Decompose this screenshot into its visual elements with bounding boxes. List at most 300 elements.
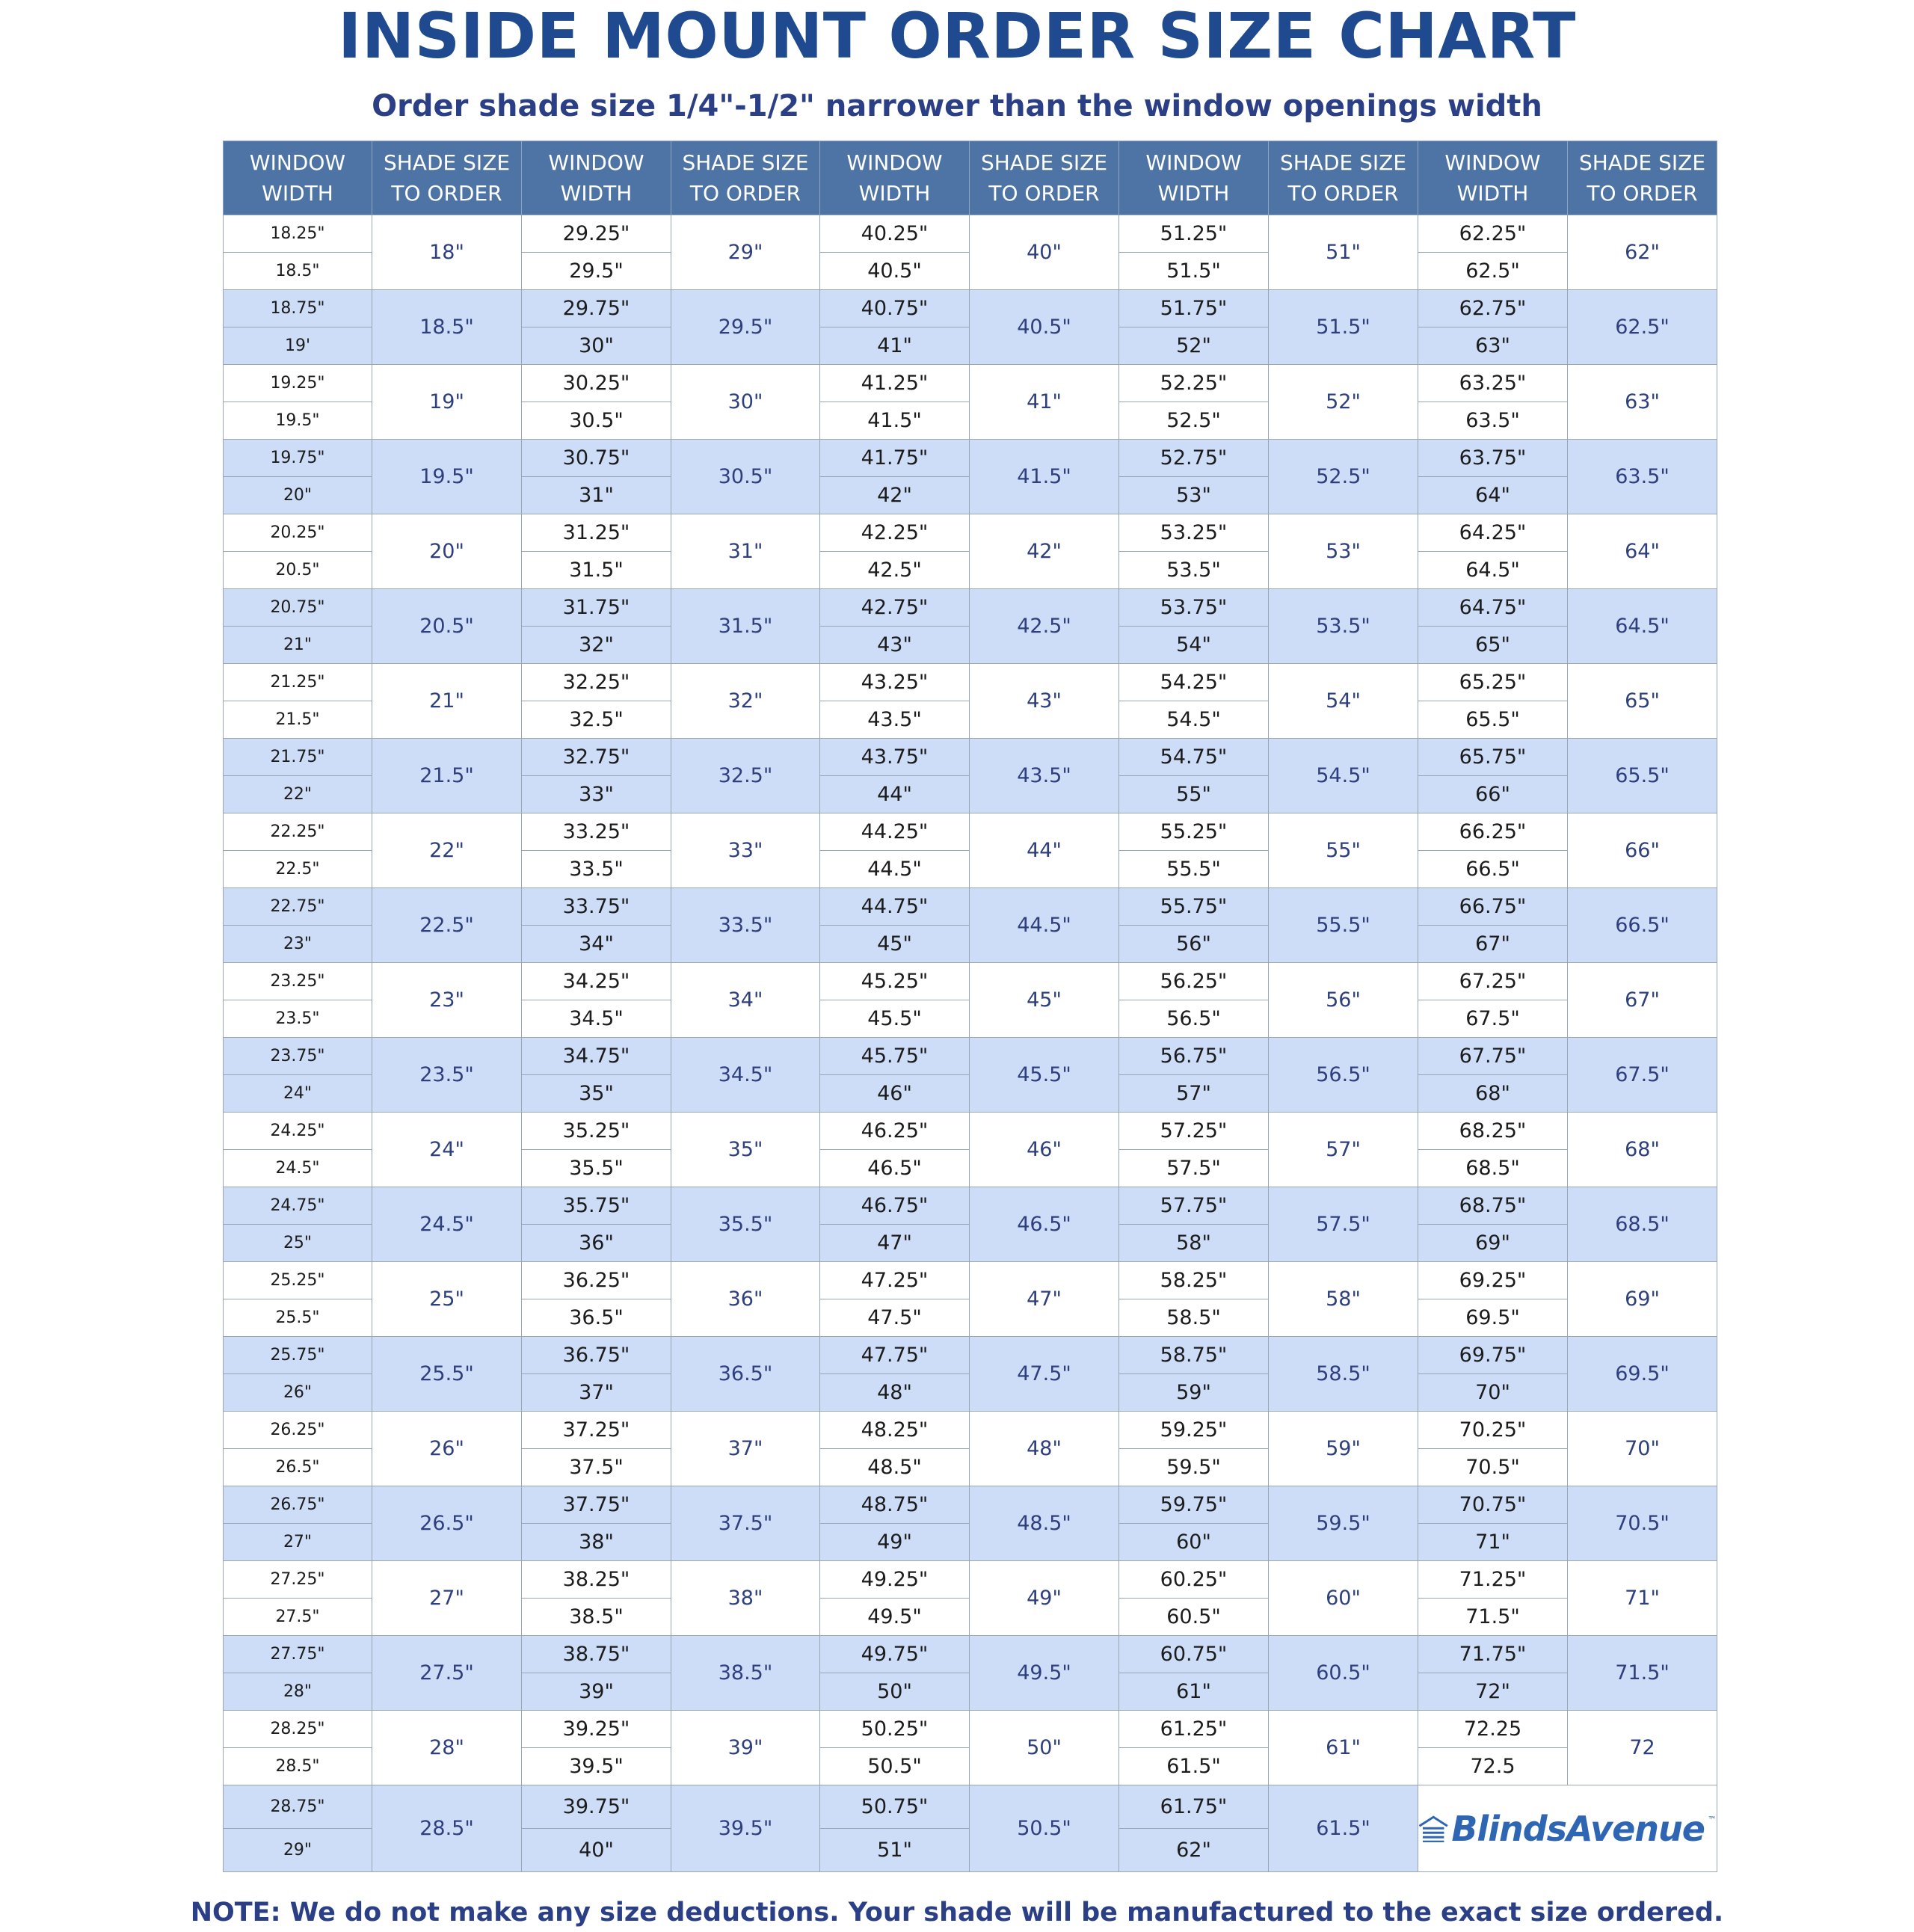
window-width-cell: 24": [224, 1075, 372, 1113]
window-width-cell: 61.75": [1119, 1785, 1269, 1829]
window-width-cell: 22": [224, 776, 372, 813]
shade-size-cell: 58.5": [1269, 1337, 1418, 1412]
window-width-cell: 57.75": [1119, 1187, 1269, 1225]
window-width-cell: 60.25": [1119, 1561, 1269, 1599]
table-row: [224, 365, 1717, 402]
window-width-cell: 38.75": [522, 1636, 671, 1673]
header-line-bottom: WIDTH: [1157, 181, 1230, 206]
window-width-cell: 50.75": [820, 1785, 970, 1829]
shade-size-cell: 66.5": [1568, 888, 1717, 963]
window-width-cell: 46.25": [820, 1113, 970, 1150]
header-line-bottom: WIDTH: [1456, 181, 1529, 206]
shade-size-cell: 41": [970, 365, 1119, 440]
window-width-cell: 27.5": [224, 1599, 372, 1636]
shade-size-cell: 36": [671, 1262, 820, 1337]
shade-size-cell: 50": [970, 1711, 1119, 1785]
table-row: [224, 290, 1717, 327]
shade-size-cell: 52.5": [1269, 440, 1418, 514]
window-width-cell: 57.25": [1119, 1113, 1269, 1150]
shade-size-cell: 26.5": [372, 1486, 522, 1561]
window-width-cell: 28.75": [224, 1785, 372, 1829]
header-line-top: SHADE SIZE: [383, 150, 511, 175]
house-roof-icon: [1418, 1810, 1448, 1848]
shade-size-cell: 32": [671, 664, 820, 739]
window-width-cell: 39.75": [522, 1785, 671, 1829]
window-width-cell: 56.25": [1119, 963, 1269, 1000]
window-width-cell: 51.75": [1119, 290, 1269, 327]
shade-size-header: [671, 141, 820, 215]
window-width-cell: 58.25": [1119, 1262, 1269, 1299]
shade-size-cell: 21": [372, 664, 522, 739]
window-width-cell: 37.25": [522, 1412, 671, 1449]
window-width-cell: 49.25": [820, 1561, 970, 1599]
table-row: [224, 1262, 1717, 1299]
window-width-cell: 22.5": [224, 851, 372, 888]
header-line-bottom: WIDTH: [560, 181, 633, 206]
shade-size-cell: 51": [1269, 215, 1418, 290]
window-width-cell: 52.5": [1119, 402, 1269, 440]
window-width-cell: 52": [1119, 327, 1269, 365]
window-width-cell: 42.75": [820, 589, 970, 627]
window-width-cell: 58": [1119, 1225, 1269, 1262]
shade-size-cell: 42.5": [970, 589, 1119, 664]
shade-size-cell: 72: [1568, 1711, 1717, 1785]
table-row: [224, 739, 1717, 776]
window-width-cell: 72": [1418, 1673, 1568, 1711]
window-width-cell: 44.25": [820, 813, 970, 851]
window-width-cell: 70": [1418, 1374, 1568, 1412]
window-width-cell: 29": [224, 1829, 372, 1872]
window-width-cell: 25.5": [224, 1299, 372, 1337]
window-width-cell: 42.5": [820, 552, 970, 589]
window-width-cell: 67.25": [1418, 963, 1568, 1000]
shade-size-cell: 49.5": [970, 1636, 1119, 1711]
size-chart: [223, 141, 1717, 1872]
window-width-cell: 24.25": [224, 1113, 372, 1150]
window-width-cell: 28.5": [224, 1748, 372, 1785]
window-width-cell: 30.5": [522, 402, 671, 440]
shade-size-cell: 43.5": [970, 739, 1119, 813]
window-width-cell: 60.5": [1119, 1599, 1269, 1636]
window-width-cell: 37.75": [522, 1486, 671, 1524]
window-width-cell: 57.5": [1119, 1150, 1269, 1187]
header-line-top: SHADE SIZE: [682, 150, 809, 175]
window-width-cell: 18.5": [224, 253, 372, 290]
shade-size-cell: 33": [671, 813, 820, 888]
window-width-cell: 20": [224, 477, 372, 514]
shade-size-cell: 55": [1269, 813, 1418, 888]
shade-size-cell: 53.5": [1269, 589, 1418, 664]
window-width-cell: 27.25": [224, 1561, 372, 1599]
shade-size-cell: 24": [372, 1113, 522, 1187]
shade-size-cell: 35.5": [671, 1187, 820, 1262]
table-row: [224, 888, 1717, 926]
window-width-cell: 28": [224, 1673, 372, 1711]
window-width-cell: 62.75": [1418, 290, 1568, 327]
shade-size-cell: 29": [671, 215, 820, 290]
shade-size-cell: 67.5": [1568, 1038, 1717, 1113]
window-width-cell: 38.25": [522, 1561, 671, 1599]
window-width-cell: 30.25": [522, 365, 671, 402]
shade-size-cell: 48.5": [970, 1486, 1119, 1561]
shade-size-cell: 70": [1568, 1412, 1717, 1486]
window-width-cell: 66.75": [1418, 888, 1568, 926]
shade-size-cell: 23.5": [372, 1038, 522, 1113]
window-width-cell: 42": [820, 477, 970, 514]
window-width-cell: 59.75": [1119, 1486, 1269, 1524]
window-width-cell: 50.25": [820, 1711, 970, 1748]
window-width-cell: 58.75": [1119, 1337, 1269, 1374]
logo-text: BlindsAvenue: [1451, 1808, 1705, 1849]
shade-size-cell: 25": [372, 1262, 522, 1337]
shade-size-cell: 23": [372, 963, 522, 1038]
window-width-cell: 22.25": [224, 813, 372, 851]
shade-size-cell: 60.5": [1269, 1636, 1418, 1711]
window-width-cell: 32": [522, 627, 671, 664]
shade-size-cell: 46.5": [970, 1187, 1119, 1262]
shade-size-cell: 21.5": [372, 739, 522, 813]
brand-logo: [1418, 1785, 1717, 1872]
window-width-cell: 70.25": [1418, 1412, 1568, 1449]
shade-size-cell: 30.5": [671, 440, 820, 514]
table-row: [224, 1785, 1717, 1829]
table-row: [224, 963, 1717, 1000]
window-width-cell: 56.75": [1119, 1038, 1269, 1075]
shade-size-cell: 37.5": [671, 1486, 820, 1561]
window-width-cell: 69.25": [1418, 1262, 1568, 1299]
window-width-cell: 33.5": [522, 851, 671, 888]
shade-size-cell: 71": [1568, 1561, 1717, 1636]
shade-size-cell: 34.5": [671, 1038, 820, 1113]
window-width-cell: 62": [1119, 1829, 1269, 1872]
shade-size-cell: 19": [372, 365, 522, 440]
window-width-cell: 22.75": [224, 888, 372, 926]
window-width-cell: 66.5": [1418, 851, 1568, 888]
shade-size-cell: 60": [1269, 1561, 1418, 1636]
window-width-header: [820, 141, 970, 215]
shade-size-cell: 27": [372, 1561, 522, 1636]
header-line-bottom: WIDTH: [262, 181, 333, 206]
window-width-cell: 31.75": [522, 589, 671, 627]
shade-size-cell: 31": [671, 514, 820, 589]
window-width-cell: 71.25": [1418, 1561, 1568, 1599]
table-row: [224, 813, 1717, 851]
shade-size-cell: 41.5": [970, 440, 1119, 514]
header-line-bottom: TO ORDER: [988, 181, 1100, 206]
window-width-cell: 63.25": [1418, 365, 1568, 402]
window-width-cell: 46.75": [820, 1187, 970, 1225]
window-width-cell: 45.5": [820, 1000, 970, 1038]
shade-size-cell: 39": [671, 1711, 820, 1785]
shade-size-cell: 38": [671, 1561, 820, 1636]
window-width-cell: 58.5": [1119, 1299, 1269, 1337]
window-width-cell: 30.75": [522, 440, 671, 477]
window-width-cell: 52.25": [1119, 365, 1269, 402]
shade-size-cell: 58": [1269, 1262, 1418, 1337]
shade-size-cell: 29.5": [671, 290, 820, 365]
window-width-cell: 41.5": [820, 402, 970, 440]
window-width-cell: 23.5": [224, 1000, 372, 1038]
window-width-cell: 26.5": [224, 1449, 372, 1486]
window-width-cell: 70.75": [1418, 1486, 1568, 1524]
shade-size-cell: 62.5": [1568, 290, 1717, 365]
table-row: [224, 1636, 1717, 1673]
window-width-cell: 42.25": [820, 514, 970, 552]
window-width-cell: 19': [224, 327, 372, 365]
window-width-cell: 47.75": [820, 1337, 970, 1374]
shade-size-cell: 70.5": [1568, 1486, 1717, 1561]
table-row: [224, 589, 1717, 627]
window-width-cell: 19.5": [224, 402, 372, 440]
window-width-cell: 38": [522, 1524, 671, 1561]
shade-size-cell: 67": [1568, 963, 1717, 1038]
header-row: [224, 141, 1717, 215]
shade-size-cell: 26": [372, 1412, 522, 1486]
shade-size-cell: 46": [970, 1113, 1119, 1187]
window-width-cell: 71": [1418, 1524, 1568, 1561]
window-width-cell: 69.75": [1418, 1337, 1568, 1374]
shade-size-cell: 37": [671, 1412, 820, 1486]
shade-size-cell: 61.5": [1269, 1785, 1418, 1872]
window-width-cell: 68.25": [1418, 1113, 1568, 1150]
window-width-cell: 62.25": [1418, 215, 1568, 253]
window-width-cell: 43.25": [820, 664, 970, 701]
shade-size-cell: 35": [671, 1113, 820, 1187]
window-width-cell: 36": [522, 1225, 671, 1262]
window-width-cell: 63": [1418, 327, 1568, 365]
window-width-cell: 71.5": [1418, 1599, 1568, 1636]
window-width-cell: 49": [820, 1524, 970, 1561]
window-width-cell: 40.75": [820, 290, 970, 327]
shade-size-cell: 24.5": [372, 1187, 522, 1262]
shade-size-cell: 38.5": [671, 1636, 820, 1711]
shade-size-cell: 47.5": [970, 1337, 1119, 1412]
window-width-cell: 32.5": [522, 701, 671, 739]
window-width-cell: 65.75": [1418, 739, 1568, 776]
shade-size-cell: 59.5": [1269, 1486, 1418, 1561]
window-width-cell: 66": [1418, 776, 1568, 813]
window-width-cell: 48.75": [820, 1486, 970, 1524]
window-width-cell: 40": [522, 1829, 671, 1872]
window-width-cell: 69": [1418, 1225, 1568, 1262]
window-width-cell: 26.25": [224, 1412, 372, 1449]
header-line-top: WINDOW: [548, 150, 644, 175]
shade-size-cell: 62": [1568, 215, 1717, 290]
shade-size-cell: 33.5": [671, 888, 820, 963]
shade-size-cell: 57.5": [1269, 1187, 1418, 1262]
window-width-cell: 35.75": [522, 1187, 671, 1225]
window-width-cell: 34.75": [522, 1038, 671, 1075]
window-width-cell: 52.75": [1119, 440, 1269, 477]
shade-size-cell: 49": [970, 1561, 1119, 1636]
shade-size-cell: 71.5": [1568, 1636, 1717, 1711]
window-width-cell: 44.5": [820, 851, 970, 888]
window-width-cell: 49.5": [820, 1599, 970, 1636]
shade-size-cell: 28.5": [372, 1785, 522, 1872]
window-width-cell: 64": [1418, 477, 1568, 514]
shade-size-header: [1568, 141, 1717, 215]
shade-size-cell: 20.5": [372, 589, 522, 664]
shade-size-cell: 48": [970, 1412, 1119, 1486]
table-row: [224, 1337, 1717, 1374]
shade-size-cell: 65": [1568, 664, 1717, 739]
window-width-cell: 48.5": [820, 1449, 970, 1486]
shade-size-cell: 22": [372, 813, 522, 888]
shade-size-cell: 34": [671, 963, 820, 1038]
window-width-cell: 34.25": [522, 963, 671, 1000]
shade-size-cell: 43": [970, 664, 1119, 739]
window-width-cell: 40.5": [820, 253, 970, 290]
window-width-cell: 24.5": [224, 1150, 372, 1187]
window-width-cell: 53.5": [1119, 552, 1269, 589]
window-width-cell: 70.5": [1418, 1449, 1568, 1486]
shade-size-cell: 45.5": [970, 1038, 1119, 1113]
window-width-cell: 33": [522, 776, 671, 813]
window-width-cell: 26.75": [224, 1486, 372, 1524]
window-width-cell: 64.5": [1418, 552, 1568, 589]
window-width-cell: 29.5": [522, 253, 671, 290]
table-row: [224, 215, 1717, 253]
shade-size-header: [1269, 141, 1418, 215]
shade-size-cell: 31.5": [671, 589, 820, 664]
table-body: [224, 215, 1717, 1872]
window-width-cell: 61.5": [1119, 1748, 1269, 1785]
window-width-cell: 33.25": [522, 813, 671, 851]
window-width-cell: 43.5": [820, 701, 970, 739]
window-width-cell: 47": [820, 1225, 970, 1262]
window-width-cell: 61": [1119, 1673, 1269, 1711]
table-row: [224, 1038, 1717, 1075]
shade-size-cell: 47": [970, 1262, 1119, 1337]
window-width-cell: 21.5": [224, 701, 372, 739]
page-subtitle: Order shade size 1/4"-1/2" narrower than the window openings width: [372, 89, 1542, 123]
table-row: [224, 1711, 1717, 1748]
note-text: NOTE: We do not make any size deductions. Your shade will be manufactured to the exact size ordered.: [190, 1898, 1724, 1928]
window-width-cell: 41.25": [820, 365, 970, 402]
window-width-cell: 39.5": [522, 1748, 671, 1785]
window-width-cell: 18.75": [224, 290, 372, 327]
shade-size-cell: 55.5": [1269, 888, 1418, 963]
window-width-cell: 54.25": [1119, 664, 1269, 701]
shade-size-cell: 56": [1269, 963, 1418, 1038]
window-width-cell: 63.75": [1418, 440, 1568, 477]
shade-size-cell: 44.5": [970, 888, 1119, 963]
page-title: INSIDE MOUNT ORDER SIZE CHART: [338, 0, 1576, 73]
shade-size-cell: 64.5": [1568, 589, 1717, 664]
window-width-cell: 21.75": [224, 739, 372, 776]
logo-wrap: [1418, 1809, 1717, 1849]
window-width-cell: 34.5": [522, 1000, 671, 1038]
shade-size-cell: 19.5": [372, 440, 522, 514]
shade-size-cell: 59": [1269, 1412, 1418, 1486]
window-width-cell: 59.25": [1119, 1412, 1269, 1449]
window-width-cell: 36.25": [522, 1262, 671, 1299]
logo-trademark: ™: [1708, 1814, 1717, 1825]
shade-size-cell: 52": [1269, 365, 1418, 440]
shade-size-cell: 56.5": [1269, 1038, 1418, 1113]
shade-size-cell: 57": [1269, 1113, 1418, 1187]
shade-size-cell: 27.5": [372, 1636, 522, 1711]
shade-size-header: [372, 141, 522, 215]
table-row: [224, 1561, 1717, 1599]
window-width-cell: 21.25": [224, 664, 372, 701]
window-width-cell: 38.5": [522, 1599, 671, 1636]
shade-size-cell: 68.5": [1568, 1187, 1717, 1262]
header-line-top: SHADE SIZE: [1279, 150, 1407, 175]
window-width-cell: 39": [522, 1673, 671, 1711]
shade-size-cell: 53": [1269, 514, 1418, 589]
window-width-cell: 61.25": [1119, 1711, 1269, 1748]
shade-size-cell: 22.5": [372, 888, 522, 963]
shade-size-cell: 63": [1568, 365, 1717, 440]
window-width-cell: 24.75": [224, 1187, 372, 1225]
window-width-cell: 40.25": [820, 215, 970, 253]
header-line-bottom: TO ORDER: [391, 181, 502, 206]
window-width-cell: 36.75": [522, 1337, 671, 1374]
header-line-bottom: TO ORDER: [1587, 181, 1698, 206]
window-width-cell: 55": [1119, 776, 1269, 813]
window-width-cell: 57": [1119, 1075, 1269, 1113]
window-width-cell: 34": [522, 926, 671, 963]
window-width-cell: 50.5": [820, 1748, 970, 1785]
window-width-cell: 19.25": [224, 365, 372, 402]
window-width-cell: 21": [224, 627, 372, 664]
table-row: [224, 664, 1717, 701]
window-width-cell: 36.5": [522, 1299, 671, 1337]
window-width-cell: 31": [522, 477, 671, 514]
table-row: [224, 1113, 1717, 1150]
window-width-cell: 56.5": [1119, 1000, 1269, 1038]
window-width-cell: 65.5": [1418, 701, 1568, 739]
shade-size-cell: 28": [372, 1711, 522, 1785]
window-width-cell: 45.75": [820, 1038, 970, 1075]
window-width-cell: 48": [820, 1374, 970, 1412]
window-width-cell: 28.25": [224, 1711, 372, 1748]
header-line-top: WINDOW: [1145, 150, 1242, 175]
window-width-cell: 19.75": [224, 440, 372, 477]
window-width-cell: 54.75": [1119, 739, 1269, 776]
header-line-bottom: TO ORDER: [1287, 181, 1399, 206]
table-row: [224, 1187, 1717, 1225]
window-width-cell: 35": [522, 1075, 671, 1113]
table-row: [224, 440, 1717, 477]
window-width-cell: 44": [820, 776, 970, 813]
window-width-cell: 62.5": [1418, 253, 1568, 290]
window-width-cell: 60": [1119, 1524, 1269, 1561]
window-width-cell: 43.75": [820, 739, 970, 776]
header-line-bottom: WIDTH: [858, 181, 931, 206]
shade-size-cell: 20": [372, 514, 522, 589]
window-width-cell: 32.25": [522, 664, 671, 701]
size-table: [223, 141, 1717, 1872]
window-width-cell: 65.25": [1418, 664, 1568, 701]
window-width-cell: 53.25": [1119, 514, 1269, 552]
window-width-header: [1418, 141, 1568, 215]
window-width-cell: 54.5": [1119, 701, 1269, 739]
window-width-cell: 41": [820, 327, 970, 365]
window-width-cell: 27": [224, 1524, 372, 1561]
window-width-cell: 37.5": [522, 1449, 671, 1486]
window-width-cell: 63.5": [1418, 402, 1568, 440]
header-line-bottom: TO ORDER: [689, 181, 801, 206]
window-width-cell: 37": [522, 1374, 671, 1412]
window-width-cell: 67": [1418, 926, 1568, 963]
shade-size-cell: 44": [970, 813, 1119, 888]
window-width-cell: 69.5": [1418, 1299, 1568, 1337]
window-width-cell: 66.25": [1418, 813, 1568, 851]
shade-size-cell: 66": [1568, 813, 1717, 888]
window-width-cell: 23.75": [224, 1038, 372, 1075]
